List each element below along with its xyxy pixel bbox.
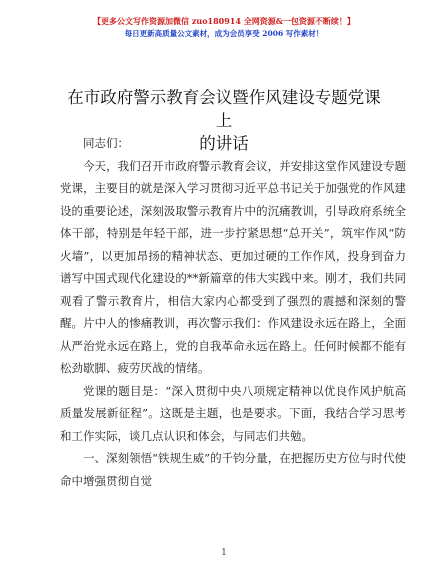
promo-banner-line-1: 【更多公文写作资源加微信 zuo180914 全网资源&一包资源不断续！】 xyxy=(93,16,355,26)
document-body xyxy=(60,132,406,492)
title-line-1: 在市政府警示教育会议暨作风建设专题党课上 xyxy=(67,88,381,130)
greeting: 同志们： xyxy=(83,136,129,150)
section-heading-1: 一、深刻领悟“铁规生威”的千钧分量，在把握历史方位与时代使命中增强贯彻自觉 xyxy=(60,451,406,488)
paragraph-topic: 党课的题目是：“深入贯彻中央八项规定精神以优良作风护航高质量发展新征程”。这既是主题，也是要求。下面，我结合学习思考和工作实际，谈几点认识和体会，与同志们共勉。 xyxy=(60,383,406,443)
promo-banner-line-2: 每日更新高质量公文素材，成为会员享受 2006 写作素材！ xyxy=(124,29,324,38)
page-number: 1 xyxy=(221,548,227,558)
paragraph-intro: 今天，我们召开市政府警示教育会议，并安排这堂作风建设专题党课，主要目的就是深入学习贯彻习近平总书记关于加强党的作风建设的重要论述，深刻汲取警示教育片中的沉痛教训，引导政府系统全体干部，特别是年轻干部，进一步拧紧思想“总开关”，筑牢作风“防火墙”，以更加昂扬的精神状态、更加过硬的工作作风，投身到奋力谱写中国式现代化建设的**新篇章的伟大实践中来。刚才，我们共同观看了警示教育片，相信大家内心都受到了强烈的震撼和深刻的警醒。片中人的惨痛教训，再次警示我们：作风建设永远在路上，全面从严治党永远在路上，党的自我革命永远在路上。任何时候都不能有松劲歇脚、疲劳厌战的情绪。 xyxy=(60,158,406,375)
title-line-2: 的讲话 xyxy=(199,134,249,153)
